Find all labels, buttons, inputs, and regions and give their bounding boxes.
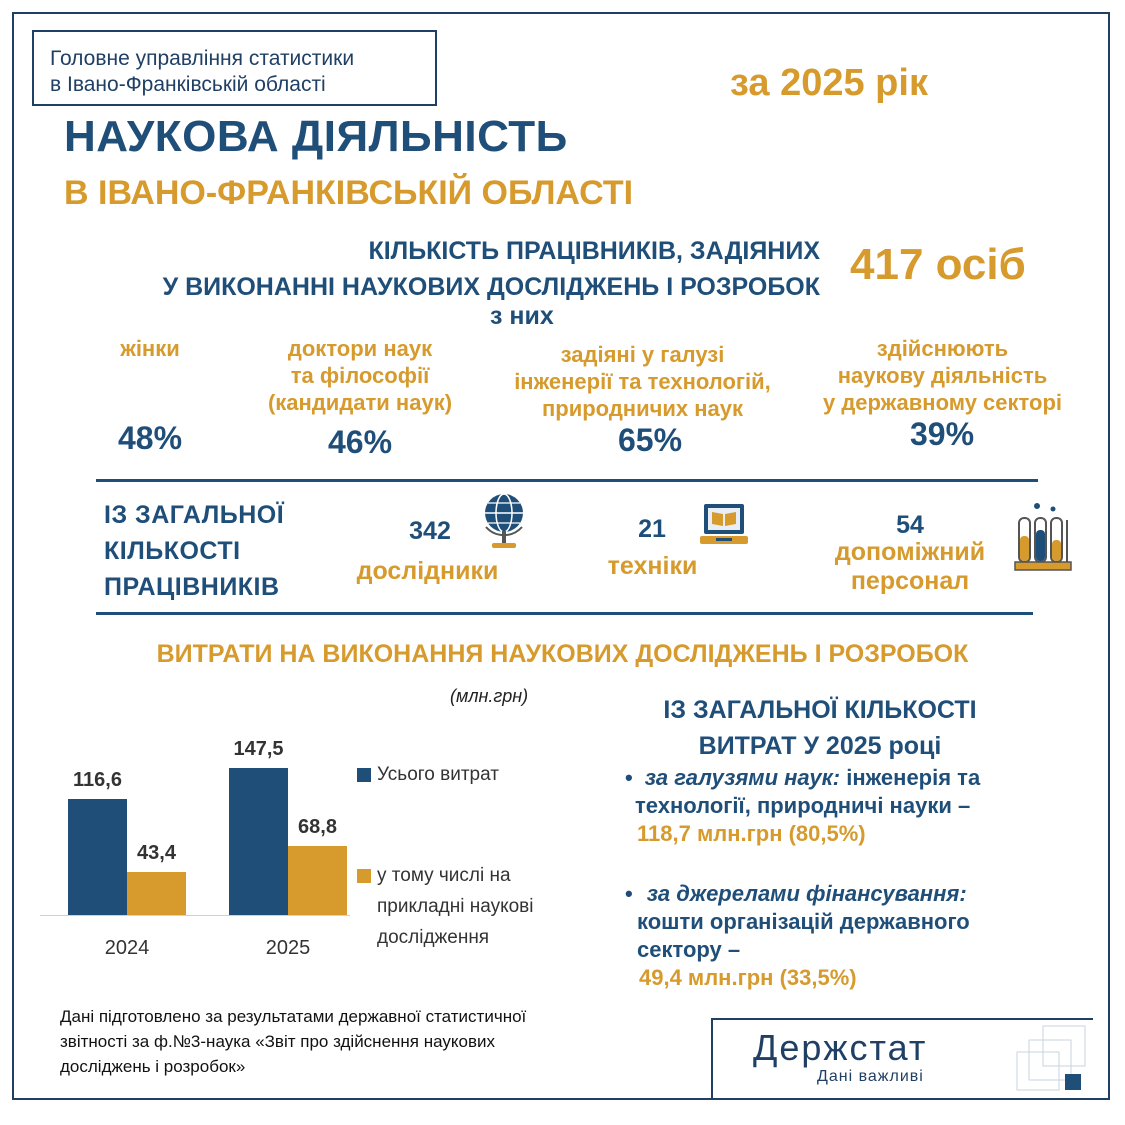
by-source-text-1: кошти організацій державного (637, 909, 970, 934)
expenses-title: ВИТРАТИ НА ВИКОНАННЯ НАУКОВИХ ДОСЛІДЖЕНЬ І РОЗРОБОК (156, 640, 969, 668)
workers-heading (40, 233, 820, 305)
staff-heading-line: ПРАЦІВНИКІВ (104, 573, 280, 601)
bar-value-label: 68,8 (298, 816, 337, 839)
category-engineering-value: 65% (617, 422, 683, 458)
staff-heading-line: КІЛЬКОСТІ (104, 537, 241, 565)
logo-name: Держстат (753, 1027, 928, 1068)
category-state-sector-value: 39% (909, 416, 975, 452)
workers-heading-line-2: У ВИКОНАННІ НАУКОВИХ ДОСЛІДЖЕНЬ І РОЗРОБОК (162, 273, 820, 301)
by-source-value: 49,4 млн.грн (33,5%) (639, 965, 857, 990)
breakdown-title-line-2: ВИТРАТ У 2025 році (698, 732, 942, 760)
support-label-line: допоміжний (834, 538, 986, 566)
legend-label-line: дослідження (377, 927, 490, 948)
technicians-label: техніки (607, 552, 698, 580)
category-doctors-value: 46% (327, 424, 393, 460)
by-field-value: 118,7 млн.грн (80,5%) (637, 821, 866, 846)
breakdown-title (620, 692, 1020, 764)
technicians-count: 21 (638, 515, 666, 543)
legend-label-line: прикладні наукові (377, 896, 534, 917)
source-note-line: Дані підготовлено за результатами державної статистичної (60, 1007, 527, 1026)
category-label-line: у державному секторі (822, 390, 1063, 415)
category-label-line: жінки (120, 336, 180, 361)
category-label-line: задіяні у галузі (560, 342, 725, 367)
bar-value-label: 147,5 (233, 737, 284, 760)
category-state-sector-label (795, 335, 1090, 416)
workers-total: 417 осіб (850, 240, 1026, 289)
category-doctors-label (225, 335, 495, 416)
by-source-prefix: за джерелами фінансування: (646, 881, 967, 906)
x-tick-label: 2024 (104, 937, 150, 959)
support-label-line: персонал (850, 567, 970, 595)
by-field-text-1: інженерія та (840, 765, 981, 790)
support-label (800, 538, 1020, 596)
report-year: за 2025 рік (730, 62, 928, 104)
organization-name (50, 46, 354, 98)
researchers-label: дослідники (356, 557, 499, 585)
category-label-line: наукову діяльність (837, 363, 1048, 388)
bullet: • (625, 881, 633, 906)
workers-heading-line-1: КІЛЬКІСТЬ ПРАЦІВНИКІВ, ЗАДІЯНИХ (368, 237, 820, 265)
staff-heading-line: ІЗ ЗАГАЛЬНОЇ (104, 501, 285, 529)
category-label-line: (кандидати наук) (267, 390, 453, 415)
laptop-book-icon (698, 500, 750, 550)
source-note (60, 1004, 526, 1079)
category-label-line: доктори наук (287, 336, 433, 361)
by-source-text-2: сектору – (637, 937, 741, 962)
category-label-line: інженерії та технологій, (514, 369, 771, 394)
bullet: • (625, 765, 633, 790)
organization-line-1: Головне управління статистики (50, 47, 355, 70)
bar-value-label: 43,4 (137, 841, 176, 864)
support-count: 54 (896, 511, 924, 539)
category-women-label (90, 335, 210, 362)
of-them-label: з них (490, 302, 554, 330)
globe-icon (478, 487, 530, 555)
category-engineering-label (480, 341, 805, 422)
breakdown-title-line-1: ІЗ ЗАГАЛЬНОЇ КІЛЬКОСТІ (663, 696, 977, 724)
test-tubes-icon (1013, 500, 1077, 574)
page-title: НАУКОВА ДІЯЛЬНІСТЬ (64, 112, 568, 161)
x-tick-label: 2025 (265, 937, 311, 959)
source-note-line: звітності за ф.№3-наука «Звіт про здійснення наукових (60, 1032, 495, 1051)
category-label-line: та філософії (290, 363, 430, 388)
logo-tagline: Дані важливі (817, 1068, 924, 1085)
category-label-line: здійснюють (876, 336, 1009, 361)
legend-label-line: у тому числі на (377, 865, 511, 886)
by-field-text-2: технології, природничі науки – (635, 793, 971, 818)
breakdown-by-field (625, 764, 1095, 848)
legend-label-line: Усього витрат (377, 764, 499, 785)
logo-squares-icon (1015, 1024, 1087, 1092)
category-women-value: 48% (117, 420, 183, 456)
researchers-count: 342 (409, 517, 451, 545)
page-subtitle: В ІВАНО-ФРАНКІВСЬКІЙ ОБЛАСТІ (64, 174, 634, 212)
bar-value-label: 116,6 (73, 768, 122, 791)
divider-bottom (96, 612, 1033, 615)
breakdown-by-source (625, 880, 1095, 992)
category-label-line: природничих наук (541, 396, 744, 421)
divider-top (96, 479, 1038, 482)
expenses-unit: (млн.грн) (450, 686, 529, 706)
organization-line-2: в Івано-Франківській області (50, 73, 326, 96)
staff-heading (104, 497, 284, 605)
by-field-prefix: за галузями наук: (644, 765, 841, 790)
source-note-line: досліджень і розробок» (60, 1057, 246, 1076)
